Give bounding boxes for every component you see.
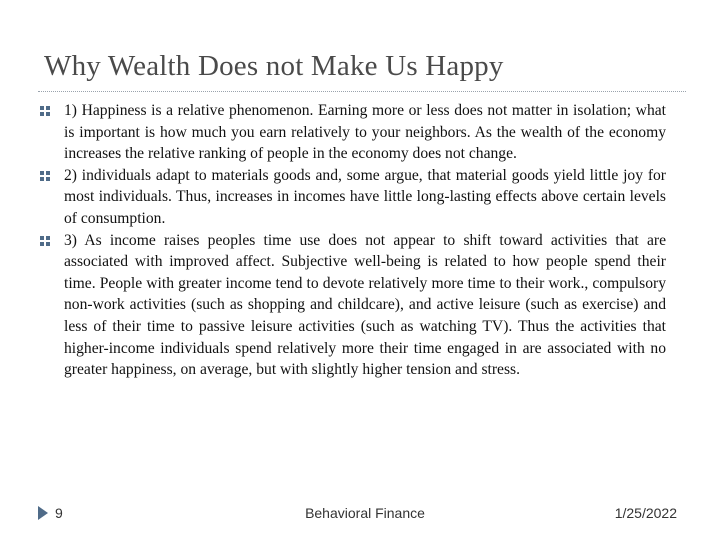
square-bullet-icon: [40, 236, 50, 246]
slide-title: Why Wealth Does not Make Us Happy: [44, 50, 504, 82]
bullet-text: 3) As income raises peoples time use does not appear to shift toward activities that are associated with improved affect. Subjective well-being is related to how people spend their time. People with greater income tend to devote relatively more time to their work., compulsory non-work activities (such as shopping and childcare), and active leisure (such as exercise) and less of their time to passive leisure activities (such as watching TV). Thus the activities that higher-income individuals spend relatively more their time engaged in are associated with no greater happiness, on average, but with slightly higher tension and stress.: [64, 231, 666, 379]
bullet-item: [36, 165, 666, 230]
footer-date: 1/25/2022: [614, 505, 677, 521]
bullet-item: [36, 230, 666, 381]
bullet-list: [36, 100, 666, 381]
bullet-item: [36, 100, 666, 165]
bullet-text: 1) Happiness is a relative phenomenon. Earning more or less does not matter in isolation; what is important is how much you earn relatively to your neighbors. As the wealth of the economy increases the relative ranking of people in the economy does not change.: [64, 102, 666, 163]
bullet-text: 2) individuals adapt to materials goods and, some argue, that material goods yield little joy for most individuals. Thus, increases in incomes have little long-lasting effects above certain levels of consumption.: [64, 166, 666, 227]
page-number: 9: [55, 505, 63, 521]
footer-center-text: Behavioral Finance: [305, 505, 425, 521]
square-bullet-icon: [40, 171, 50, 181]
square-bullet-icon: [40, 106, 50, 116]
footer-arrow-icon: [38, 506, 48, 520]
title-divider: [38, 91, 686, 92]
